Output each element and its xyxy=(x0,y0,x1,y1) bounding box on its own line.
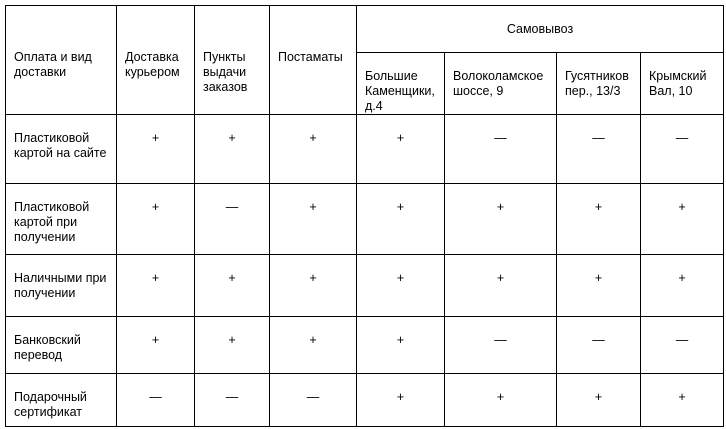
availability-cell: + xyxy=(117,317,195,374)
availability-cell: — xyxy=(641,317,724,374)
row-label: Пластиковой картой на сайте xyxy=(6,115,117,184)
availability-cell: + xyxy=(557,184,641,255)
pickup-points-header: Пункты выдачи заказов xyxy=(195,6,270,115)
payment-delivery-header: Оплата и вид доставки xyxy=(6,6,117,115)
availability-cell: — xyxy=(195,374,270,427)
availability-cell: + xyxy=(270,255,357,317)
availability-cell: + xyxy=(117,115,195,184)
row-label: Наличными при получении xyxy=(6,255,117,317)
table-row xyxy=(6,317,724,374)
availability-cell: + xyxy=(445,374,557,427)
availability-cell: — xyxy=(641,115,724,184)
row-label: Подарочный сертификат xyxy=(6,374,117,427)
table-row xyxy=(6,184,724,255)
row-label: Банковский перевод xyxy=(6,317,117,374)
availability-cell: + xyxy=(270,184,357,255)
availability-cell: + xyxy=(117,255,195,317)
availability-cell: + xyxy=(357,115,445,184)
location-header: Большие Каменщики, д.4 xyxy=(357,53,445,115)
availability-cell: + xyxy=(557,374,641,427)
availability-cell: + xyxy=(445,255,557,317)
location-header: Волоколамское шоссе, 9 xyxy=(445,53,557,115)
availability-cell: + xyxy=(195,255,270,317)
availability-cell: + xyxy=(357,255,445,317)
availability-cell: + xyxy=(195,317,270,374)
availability-cell: + xyxy=(357,317,445,374)
availability-cell: + xyxy=(117,184,195,255)
availability-cell: + xyxy=(641,374,724,427)
location-header: Гусятников пер., 13/3 xyxy=(557,53,641,115)
availability-cell: + xyxy=(641,184,724,255)
availability-cell: + xyxy=(357,374,445,427)
availability-cell: — xyxy=(445,115,557,184)
availability-cell: + xyxy=(557,255,641,317)
table-row xyxy=(6,374,724,427)
availability-cell: + xyxy=(270,317,357,374)
self-pickup-header: Самовывоз xyxy=(357,6,724,53)
delivery-payment-table xyxy=(5,5,724,427)
parcel-lockers-header: Постаматы xyxy=(270,6,357,115)
courier-header: Доставка курьером xyxy=(117,6,195,115)
availability-cell: — xyxy=(270,374,357,427)
availability-cell: — xyxy=(117,374,195,427)
location-header: Крымский Вал, 10 xyxy=(641,53,724,115)
row-label: Пластиковой картой при получении xyxy=(6,184,117,255)
availability-cell: + xyxy=(641,255,724,317)
availability-cell: — xyxy=(557,115,641,184)
availability-cell: + xyxy=(357,184,445,255)
table-row xyxy=(6,255,724,317)
availability-cell: + xyxy=(445,184,557,255)
availability-cell: — xyxy=(195,184,270,255)
availability-cell: — xyxy=(445,317,557,374)
table-row xyxy=(6,115,724,184)
availability-cell: + xyxy=(270,115,357,184)
availability-cell: + xyxy=(195,115,270,184)
header-row-1 xyxy=(6,6,724,53)
availability-cell: — xyxy=(557,317,641,374)
